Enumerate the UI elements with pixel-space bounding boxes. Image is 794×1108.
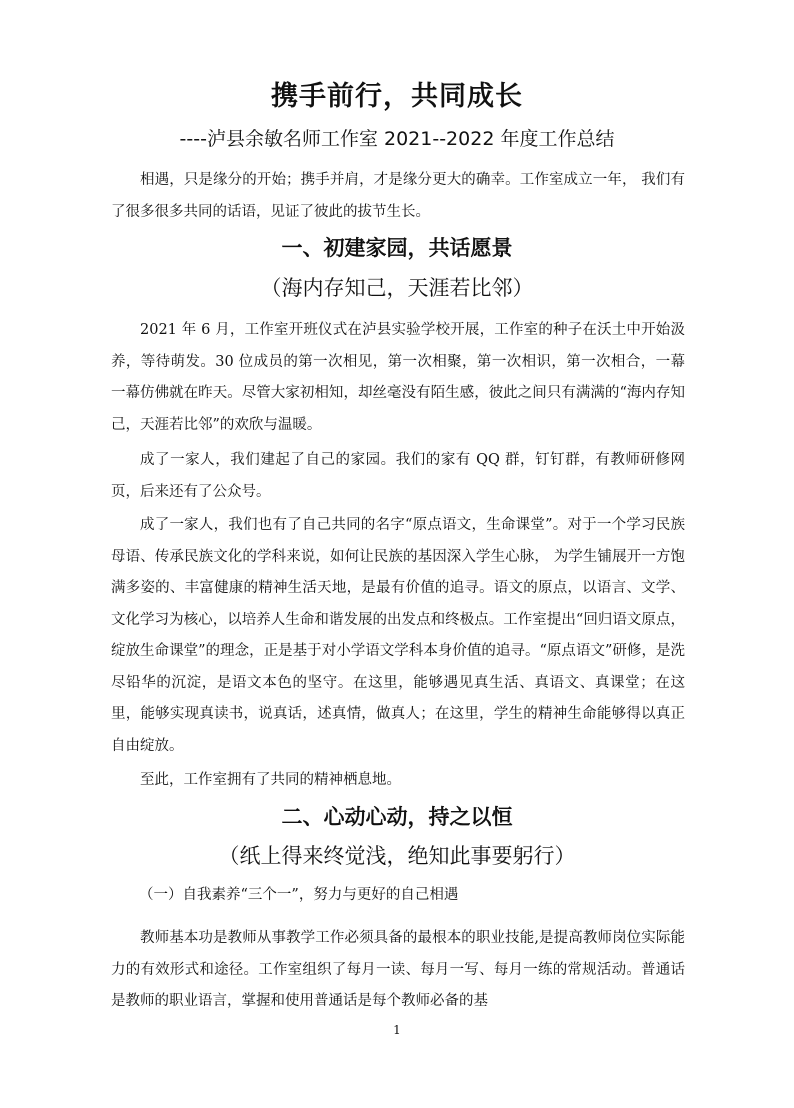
section-2-paragraph-1: 教师基本功是教师从事教学工作必须具备的最根本的职业技能,是提高教师岗位实际能力的有效形式和途径。工作室组织了每月一读、每月一写、每月一练的常规活动。普通话是教师的职业语言，掌握和使用普通话是每个教师必备的基 [111, 930, 685, 1009]
page-number: 1 [393, 1023, 401, 1037]
section-1-paragraph-1: 2021 年 6 月，工作室开班仪式在泸县实验学校开展，工作室的种子在沃土中开始汲养，等待萌发。30 位成员的第一次相见，第一次相聚，第一次相识，第一次相合，一幕一幕仿佛就在昨天。尽管大家初相知，却丝毫没有陌生感，彼此之间只有满满的“海内存知己，天涯若比邻”的欢欣与温暖。 [111, 322, 685, 433]
document-subtitle: ----泸县余敏名师工作室 2021--2022 年度工作总结 [179, 128, 615, 150]
section-1-paragraph-2: 成了一家人，我们建起了自己的家园。我们的家有 QQ 群，钉钉群，有教师研修网页，后来还有了公众号。 [111, 452, 685, 500]
section-2-heading: 二、心动心动，持之以恒 [281, 805, 513, 829]
intro-paragraph: 相遇，只是缘分的开始；携手并肩，才是缘分更大的确幸。工作室成立一年， 我们有了很多很多共同的话语，见证了彼此的拔节生长。 [111, 172, 685, 220]
section-2-motto: （纸上得来终觉浅，绝知此事要躬行） [218, 844, 576, 868]
document-title: 携手前行，共同成长 [271, 81, 523, 112]
section-1-paragraph-3: 成了一家人，我们也有了自己共同的名字“原点语文，生命课堂”。对于一个学习民族母语、传承民族文化的学科来说，如何让民族的基因深入学生心脉， 为学生铺展开一方饱满多姿的、丰富健康的精神生活天地，是最有价值的追寻。语文的原点，以语言、文学、文化学习为核心，以培养人生命和谐发展的出发点和终极点。工作室提出“回归语文原点，绽放生命课堂”的理念，正是基于对小学语文学科本身价值的追寻。“原点语文”研修，是洗尽铅华的沉淀，是语文本色的坚守。在这里，能够遇见真生活、真语文、真课堂；在这里，能够实现真读书，说真话，述真情，做真人；在这里，学生的精神生命能够得以真正自由绽放。 [111, 517, 685, 754]
section-2-subheading: （一）自我素养“三个一”，努力与更好的自己相遇 [139, 887, 459, 903]
section-1-heading: 一、初建家园，共话愿景 [281, 236, 513, 260]
section-1-paragraph-4: 至此，工作室拥有了共同的精神栖息地。 [140, 772, 401, 788]
section-1-motto: （海内存知己，天涯若比邻） [260, 276, 534, 300]
